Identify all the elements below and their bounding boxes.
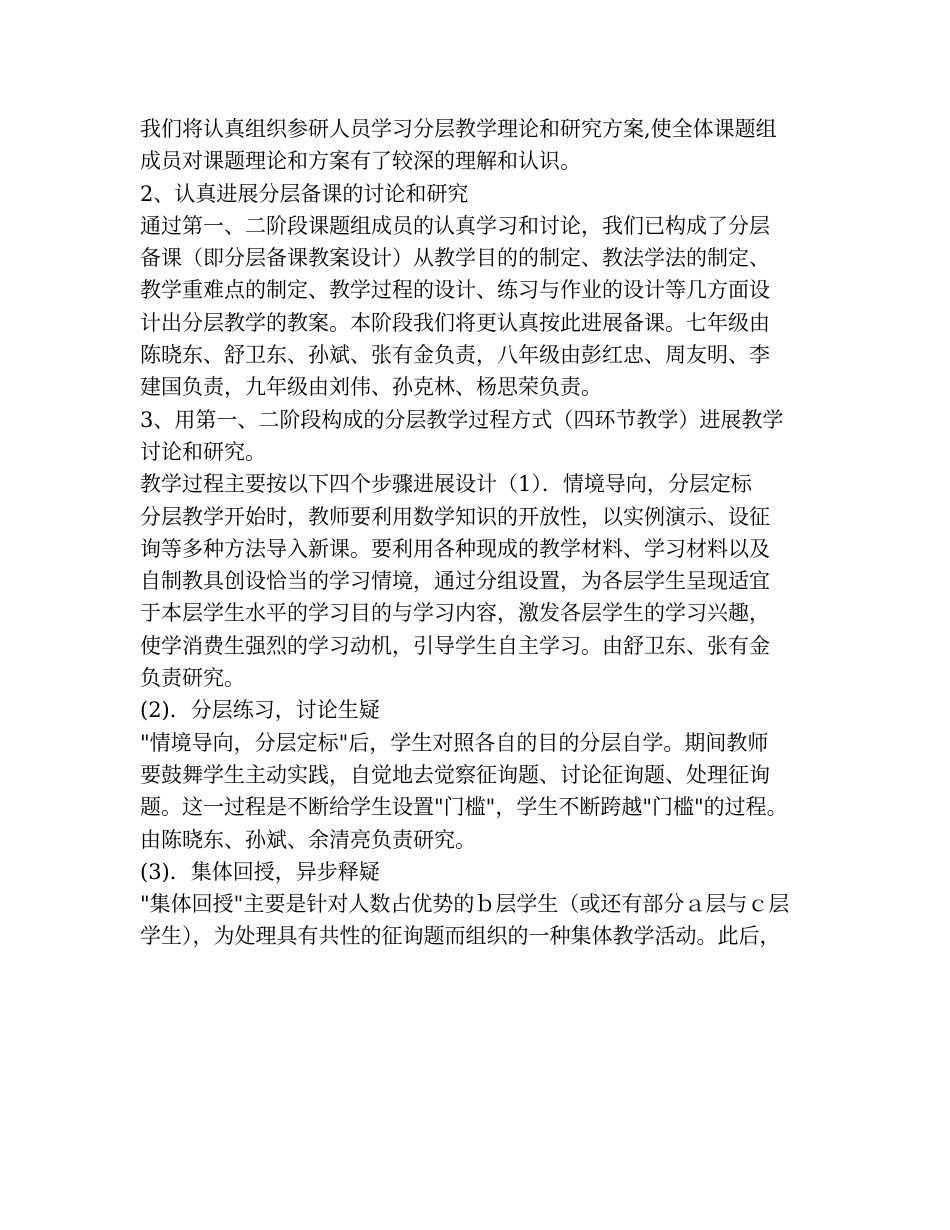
subsection-heading: (3)．集体回授，异步释疑 — [140, 859, 380, 884]
text-line: 分层教学开始时，教师要利用数学知识的开放性，以实例演示、设征 — [140, 504, 770, 529]
section-heading: 3、用第一、二阶段构成的分层教学过程方式（四环节教学）进展教学 — [140, 407, 784, 432]
text-line: 建国负责，九年级由刘伟、孙克林、杨思荣负责。 — [140, 375, 602, 400]
text-line: 于本层学生水平的学习目的与学习内容，激发各层学生的学习兴趣， — [140, 601, 770, 626]
text-line: 计出分层教学的教案。本阶段我们将更认真按此进展备课。七年级由 — [140, 310, 770, 335]
text-line: 教学重难点的制定、教学过程的设计、练习与作业的设计等几方面设 — [140, 278, 770, 303]
text-line: 由陈晓东、孙斌、余清亮负责研究。 — [140, 827, 476, 852]
text-line: 成员对课题理论和方案有了较深的理解和认识。 — [140, 149, 581, 174]
section-heading: 2、认真进展分层备课的讨论和研究 — [140, 181, 469, 206]
text-line: "集体回授"主要是针对人数占优势的ｂ层学生（或还有部分ａ层与ｃ层 — [140, 892, 790, 917]
text-line: 陈晓东、舒卫东、孙斌、张有金负责，八年级由彭红忠、周友明、李 — [140, 343, 770, 368]
subsection-heading: (2)．分层练习，讨论生疑 — [140, 698, 380, 723]
text-line: 负责研究。 — [140, 666, 245, 691]
text-line: 学生），为处理具有共性的征询题而组织的一种集体教学活动。此后， — [140, 924, 781, 949]
text-line: 题。这一过程是不断给学生设置"门槛"，学生不断跨越"门槛"的过程。 — [140, 795, 788, 820]
text-line: 要鼓舞学生主动实践，自觉地去觉察征询题、讨论征询题、处理征询 — [140, 762, 770, 787]
text-line: 通过第一、二阶段课题组成员的认真学习和讨论，我们已构成了分层 — [140, 213, 770, 238]
text-line: 讨论和研究。 — [140, 439, 266, 464]
text-line: 备课（即分层备课教案设计）从教学目的的制定、教法学法的制定、 — [140, 246, 770, 271]
text-line: 我们将认真组织参研人员学习分层教学理论和研究方案,使全体课题组 — [140, 117, 777, 141]
text-line: 教学过程主要按以下四个步骤进展设计（1）．情境导向，分层定标 — [140, 472, 752, 497]
text-line: "情境导向，分层定标"后，学生对照各自的目的分层自学。期间教师 — [140, 730, 769, 755]
text-line: 自制教具创设恰当的学习情境，通过分组设置，为各层学生呈现适宜 — [140, 569, 770, 594]
text-line: 询等多种方法导入新课。要利用各种现成的教学材料、学习材料以及 — [140, 536, 770, 561]
text-line: 使学消费生强烈的学习动机，引导学生自主学习。由舒卫东、张有金 — [140, 633, 770, 658]
document-body — [140, 113, 830, 953]
